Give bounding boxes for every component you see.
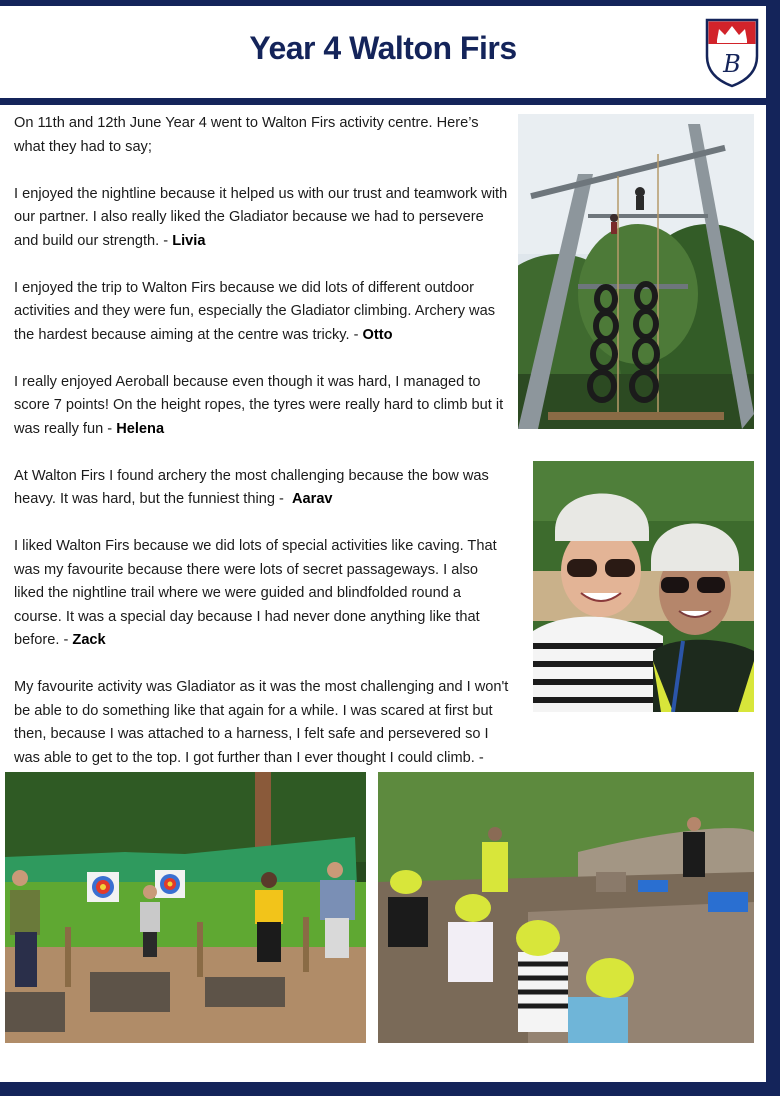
- school-crest-logo: [705, 18, 759, 88]
- quote-text: I enjoyed the trip to Walton Firs because we did lots of different outdoor activities and they were fun, especially the Gladiator climbing. Archery was the hardest because aiming at the centre was tricky. -: [14, 279, 496, 343]
- high-ropes-photo: [518, 114, 754, 429]
- quote-author: Otto: [362, 326, 393, 343]
- quote-paragraph: [14, 183, 512, 254]
- article-intro: On 11th and 12th June Year 4 went to Walton Firs activity centre. Here’s what they had to say;: [14, 115, 479, 155]
- caving-activity-photo: [378, 772, 754, 1043]
- quote-author: Livia: [172, 232, 206, 249]
- quote-author: Helena: [116, 420, 165, 437]
- quote-text: At Walton Firs I found archery the most challenging because the bow was heavy. It was hard, but the funniest thing -: [14, 467, 493, 507]
- article-body: [14, 112, 512, 817]
- quote-paragraph: [14, 465, 512, 512]
- svg-text:B: B: [723, 50, 741, 78]
- quote-paragraph: [14, 277, 512, 348]
- quote-text: I liked Walton Firs because we did lots of special activities like caving. That was my favourite because there were lots of secret passageways. I also liked the nightline trail where we were guided and blindfolded round a course. It was a special day because I had never done anything like that before. -: [14, 538, 497, 648]
- page-title: Year 4 Walton Firs: [249, 30, 517, 66]
- page-border-top: [0, 0, 780, 6]
- quote-text: My favourite activity was Gladiator as it was the most challenging and I won't be able to do something like that again for a while. I was scared at first but then, because I was attached to a harness, I felt safe and persevered so I was able to get to the top. I got further than I ever thought I could climb. -: [14, 679, 509, 766]
- selfie-photo: [533, 461, 754, 712]
- page-margin-bottom: [0, 1096, 780, 1103]
- quote-author: Zack: [72, 632, 106, 648]
- quote-paragraph: [14, 535, 512, 653]
- page-border-right: [766, 0, 780, 1103]
- quote-author: Aarav: [291, 491, 333, 507]
- quote-text: I really enjoyed Aeroball because even though it was hard, I managed to score 7 points! On the height ropes, the tyres were really hard to climb but it was really fun -: [14, 373, 504, 437]
- header-divider: [0, 98, 766, 105]
- quote-text: I enjoyed the nightline because it helped us with our trust and teamwork with our partner. I also really liked the Gladiator because we had to persevere and build our strength. -: [14, 185, 508, 249]
- quote-paragraph: [14, 371, 512, 442]
- archery-photo: [5, 772, 366, 1043]
- page-border-bottom: [0, 1082, 780, 1096]
